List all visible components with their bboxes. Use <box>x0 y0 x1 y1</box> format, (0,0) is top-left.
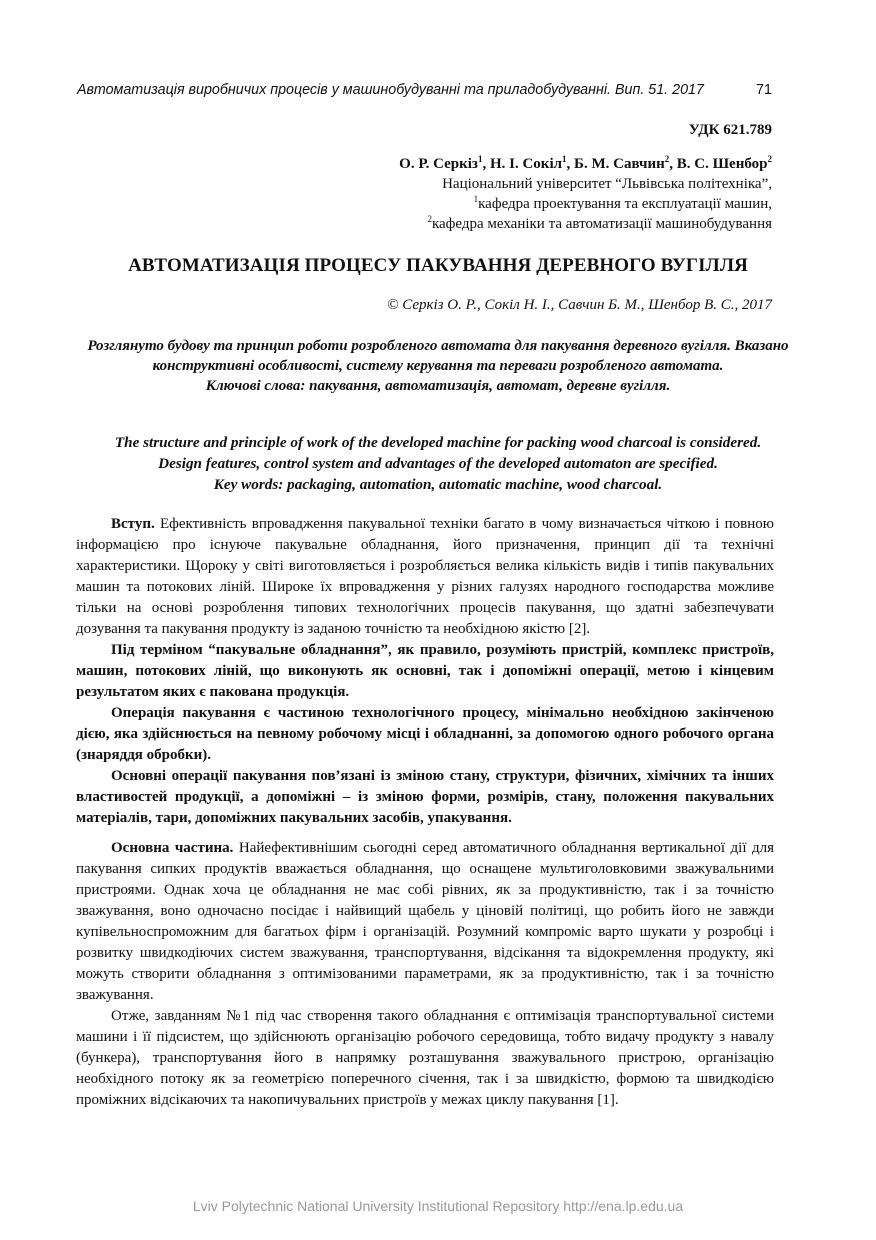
intro-heading: Вступ. <box>111 516 155 532</box>
department-name: кафедра проектування та експлуатації машин, <box>478 196 772 212</box>
author-affiliation-mark: 2 <box>767 154 772 164</box>
main-paragraph: Отже, завданням №1 під час створення такого обладнання є оптимізація транспортувальної системи машини і її підсистем, що здійснюють організацію робочого середовища, тобто видачу продукту з навалу (бункера), транспортування його в напрямку розташування зважувального пристрою, організацію необхідного потоку як за геометрією поперечного січення, так і за швидкістю, формою та швидкодією проміжних відсікаючих та накопичувальних пристроїв у межах циклу пакування [1]. <box>76 1008 774 1108</box>
abstract-en-line: The structure and principle of work of the developed machine for packing wood charcoal is considered. <box>114 434 762 451</box>
author-name: Н. І. Сокіл <box>489 156 563 172</box>
udk-code: УДК 621.789 <box>688 122 772 138</box>
author-affiliation-mark: 1 <box>562 154 567 164</box>
affiliation-mark: 2 <box>427 214 432 224</box>
definition-paragraph: Основні операції пакування пов’язані із зміною стану, структури, фізичних, хімічних та інших властивостей продукції, а допоміжні – із зміною форми, розмірів, стану, положення пакувальних матеріалів, тари, допоміжних пакувальних засобів, упакування. <box>76 768 774 826</box>
definition-paragraph: Операція пакування є частиною технологічного процесу, мінімально необхідною закінченою дією, яка здійснюється на певному робочому місці і обладнанні, за допомогою одного робочого органа (знаряддя обробки). <box>76 705 774 763</box>
main-section <box>76 838 774 1111</box>
author-affiliation-mark: 1 <box>477 154 483 164</box>
author-name: Б. М. Савчин <box>574 156 665 172</box>
affiliation-department-1 <box>212 194 772 214</box>
affiliation-department-2 <box>212 214 772 234</box>
author-name: В. С. Шенбор <box>676 156 768 172</box>
main-heading: Основна частина. <box>111 840 234 856</box>
abstract-en-keywords: Key words: packaging, automation, automatic machine, wood charcoal. <box>213 476 663 493</box>
abstract-ua-keywords: Ключові слова: пакування, автоматизація, автомат, деревне вугілля. <box>205 378 671 394</box>
main-text: Найефективнішим сьогодні серед автоматичного обладнання вертикальної дії для пакування сипких продуктів вважається обладнання, що оснащене мультиголовковими зважувальними пристроями. Однак хоча це обладнання не має собі рівних, як за продуктивністю, так і за точністю зважування, воно одночасно посідає і найвищий щабель у ціновій політиці, що робить його не завжди купівельноспроможним для багатьох фірм і організацій. Розумний компроміс варто шукати у розробці і розвитку швидкодіючих систем зважування, транспортування, відсікання та відокремлення продукту, які можуть створити обладнання з оптимізованими параметрами, як за продуктивністю, так і за точністю зважування. <box>76 840 775 1003</box>
author-separator: , <box>482 156 490 172</box>
repository-footer: Lviv Polytechnic National University Institutional Repository http://ena.lp.edu.ua <box>192 1198 684 1214</box>
author-list <box>212 154 772 174</box>
copyright-line: © Серкіз О. Р., Сокіл Н. І., Савчин Б. М., Шенбор В. С., 2017 <box>387 297 772 313</box>
definition-paragraph: Під терміном “пакувальне обладнання”, як правило, розуміють пристрій, комплекс пристроїв, машин, потокових ліній, що виконують як основні, так і допоміжні операції, метою і кінцевим результатом яких є пакована продукція. <box>76 642 774 700</box>
abstract-ua-text: Розглянуто будову та принцип роботи розробленого автомата для пакування деревного вугілля. Вказано конструктивні особливості, систему керування та переваги розробленого автомата. <box>87 338 789 374</box>
author-affiliation-mark: 2 <box>664 154 670 164</box>
department-name: кафедра механіки та автоматизації машинобудування <box>431 216 772 232</box>
abstract-english <box>60 432 816 495</box>
author-separator: , <box>669 156 677 172</box>
intro-text: Ефективність впровадження пакувальної техніки багато в чому визначається чіткою і повною інформацією про існуюче пакувальне обладнання, його призначення, принцип дії та технічні характеристики. Щороку у світі виготовляється і розробляється велика кількість видів і типів пакувальних машин та потокових ліній. Широке їх впровадження у різних галузях народного господарства можливе тільки на основі розроблення типових технологічних процесів пакування, що здатні забезпечувати дозування та пакування продукту із заданою точністю та необхідною якістю [2]. <box>76 516 774 637</box>
authors-block <box>212 154 772 234</box>
abstract-ukrainian <box>82 336 794 396</box>
affiliation-university: Національний університет “Львівська політехніка”, <box>442 176 772 192</box>
intro-paragraph <box>76 514 774 640</box>
main-paragraph <box>76 838 774 1006</box>
author-separator: , <box>566 156 575 172</box>
author-name: О. Р. Серкіз <box>399 156 478 172</box>
running-head: Автоматизація виробничих процесів у машинобудуванні та приладобудуванні. Вип. 51. 2017 <box>77 82 704 98</box>
page-number: 71 <box>756 82 772 98</box>
introduction-section <box>76 514 774 829</box>
article-title: АВТОМАТИЗАЦІЯ ПРОЦЕСУ ПАКУВАННЯ ДЕРЕВНОГО ВУГІЛЛЯ <box>128 255 748 276</box>
affiliation-mark: 1 <box>473 194 479 204</box>
abstract-en-line: Design features, control system and advantages of the developed automaton are specified. <box>158 455 718 472</box>
